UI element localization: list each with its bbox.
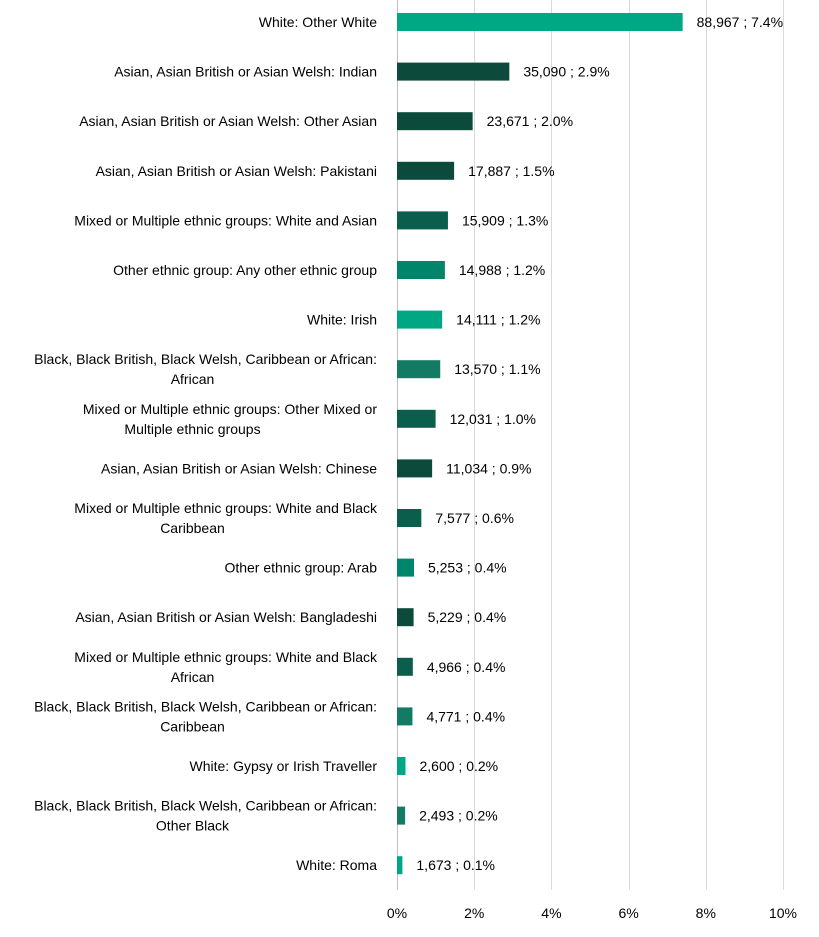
category-label: Black, Black British, Black Welsh, Caribbean or African: Caribbean [34, 698, 377, 735]
bar [397, 856, 402, 874]
bar [397, 757, 405, 775]
category-label: Other ethnic group: Any other ethnic group [113, 262, 377, 278]
x-tick-label: 10% [768, 905, 798, 921]
category-label: Asian, Asian British or Asian Welsh: Other Asian [79, 113, 377, 130]
bar [397, 63, 509, 81]
bar [397, 807, 405, 825]
data-label: 23,671 ; 2.0% [486, 113, 574, 130]
data-label: 14,111 ; 1.2% [456, 311, 541, 328]
category-label: Mixed or Multiple ethnic groups: White and Asian [74, 212, 377, 229]
category-label: Mixed or Multiple ethnic groups: Other Mixed or Multiple ethnic groups [82, 400, 377, 437]
x-tick-label: 4% [541, 905, 562, 921]
bar [397, 608, 414, 626]
bar [397, 410, 436, 428]
data-label: 7,577 ; 0.6% [435, 510, 514, 526]
category-label: Asian, Asian British or Asian Welsh: Pakistani [95, 162, 377, 179]
bar [397, 211, 448, 229]
category-label: White: Other White [258, 14, 377, 30]
bar [397, 261, 445, 279]
category-label: Black, Black British, Black Welsh, Caribbean or African: African [34, 351, 377, 388]
bar [397, 707, 412, 725]
bar [397, 459, 432, 477]
x-tick-label: 0% [386, 905, 408, 921]
category-label: Black, Black British, Black Welsh, Caribbean or African: Other Black [34, 797, 377, 834]
bar [397, 112, 473, 130]
category-label: White: Gypsy or Irish Traveller [189, 758, 377, 774]
bar [397, 658, 413, 676]
category-label: Mixed or Multiple ethnic groups: White and Black Caribbean [74, 500, 377, 536]
data-label: 14,988 ; 1.2% [458, 262, 546, 278]
x-tick-label: 6% [618, 905, 639, 921]
data-label: 15,909 ; 1.3% [461, 212, 549, 229]
category-label: Asian, Asian British or Asian Welsh: Chinese [101, 460, 377, 477]
data-label: 88,967 ; 7.4% [696, 14, 784, 30]
data-label: 5,253 ; 0.4% [427, 559, 507, 576]
bar [397, 13, 683, 31]
data-label: 17,887 ; 1.5% [468, 162, 555, 179]
bar [397, 509, 421, 527]
data-labels [416, 14, 783, 873]
data-label: 4,966 ; 0.4% [426, 658, 506, 675]
data-label: 4,771 ; 0.4% [426, 708, 506, 725]
category-label: Asian, Asian British or Asian Welsh: Bangladeshi [75, 609, 377, 626]
bar [397, 559, 414, 577]
category-labels [34, 14, 378, 873]
data-label: 5,229 ; 0.4% [427, 609, 507, 626]
bar [397, 360, 440, 378]
data-label: 12,031 ; 1.0% [449, 410, 537, 427]
bars [397, 13, 683, 874]
category-label: White: Roma [296, 857, 377, 874]
data-label: 35,090 ; 2.9% [523, 63, 610, 80]
data-label: 2,493 ; 0.2% [419, 807, 498, 824]
x-axis-tick-labels [387, 905, 797, 921]
bar [397, 162, 454, 180]
data-label: 11,034 ; 0.9% [446, 460, 532, 477]
category-label: Other ethnic group: Arab [224, 559, 377, 576]
category-label: White: Irish [306, 311, 377, 328]
data-label: 1,673 ; 0.1% [416, 857, 496, 874]
data-label: 2,600 ; 0.2% [419, 758, 499, 774]
x-tick-label: 8% [695, 905, 716, 921]
grid-lines [398, 0, 784, 890]
category-label: Asian, Asian British or Asian Welsh: Indian [114, 63, 377, 80]
category-label: Mixed or Multiple ethnic groups: White and Black African [74, 648, 377, 685]
bar [397, 311, 442, 329]
x-tick-label: 2% [464, 905, 485, 921]
data-label: 13,570 ; 1.1% [454, 361, 541, 378]
